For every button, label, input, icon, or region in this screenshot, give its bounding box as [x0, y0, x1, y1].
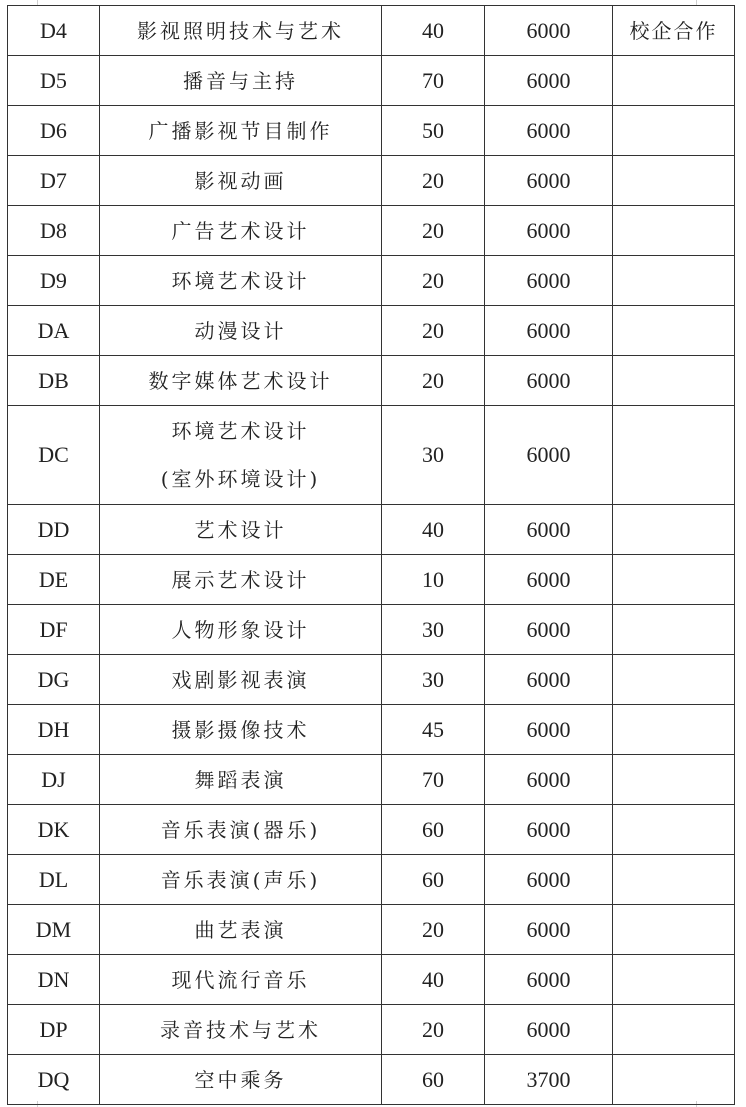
major-code: DM: [8, 905, 100, 955]
tuition-fee: 3700: [485, 1055, 613, 1105]
tuition-fee: 6000: [485, 555, 613, 605]
plan-count: 20: [382, 306, 485, 356]
major-name: [100, 406, 382, 505]
plan-count: 20: [382, 356, 485, 406]
major-name: 戏剧影视表演: [100, 655, 382, 705]
remark: [613, 156, 735, 206]
major-name: 展示艺术设计: [100, 555, 382, 605]
major-code: D8: [8, 206, 100, 256]
major-code: D7: [8, 156, 100, 206]
tuition-fee: 6000: [485, 256, 613, 306]
table-row: [8, 306, 735, 356]
remark: 校企合作: [613, 6, 735, 56]
tuition-fee: 6000: [485, 505, 613, 555]
major-name: 广告艺术设计: [100, 206, 382, 256]
table-row: [8, 555, 735, 605]
major-code: DA: [8, 306, 100, 356]
remark: [613, 306, 735, 356]
major-name: 现代流行音乐: [100, 955, 382, 1005]
remark: [613, 406, 735, 505]
remark: [613, 655, 735, 705]
major-code: DK: [8, 805, 100, 855]
major-name: 影视动画: [100, 156, 382, 206]
table-row: [8, 905, 735, 955]
major-name: 空中乘务: [100, 1055, 382, 1105]
table-row: [8, 805, 735, 855]
major-code: DH: [8, 705, 100, 755]
plan-count: 20: [382, 1005, 485, 1055]
major-name: 录音技术与艺术: [100, 1005, 382, 1055]
major-name: 动漫设计: [100, 306, 382, 356]
plan-count: 50: [382, 106, 485, 156]
tuition-fee: 6000: [485, 406, 613, 505]
enrollment-plan-table: [7, 5, 735, 1105]
remark: [613, 905, 735, 955]
remark: [613, 356, 735, 406]
table-row: [8, 705, 735, 755]
table-row: [8, 406, 735, 505]
plan-count: 60: [382, 855, 485, 905]
major-name: 摄影摄像技术: [100, 705, 382, 755]
major-name: 艺术设计: [100, 505, 382, 555]
remark: [613, 1055, 735, 1105]
remark: [613, 106, 735, 156]
remark: [613, 955, 735, 1005]
major-name: 人物形象设计: [100, 605, 382, 655]
remark: [613, 705, 735, 755]
plan-count: 20: [382, 156, 485, 206]
major-code: DC: [8, 406, 100, 505]
remark: [613, 56, 735, 106]
tuition-fee: 6000: [485, 605, 613, 655]
table-row: [8, 855, 735, 905]
remark: [613, 555, 735, 605]
table-row: [8, 106, 735, 156]
plan-count: 30: [382, 406, 485, 505]
table-row: [8, 655, 735, 705]
major-name: 音乐表演(器乐): [100, 805, 382, 855]
table-row: [8, 755, 735, 805]
table-row: [8, 206, 735, 256]
major-code: DN: [8, 955, 100, 1005]
table-row: [8, 1005, 735, 1055]
major-code: D5: [8, 56, 100, 106]
remark: [613, 256, 735, 306]
table-row: [8, 56, 735, 106]
major-name: 数字媒体艺术设计: [100, 356, 382, 406]
tuition-fee: 6000: [485, 306, 613, 356]
plan-count: 30: [382, 655, 485, 705]
major-name: 舞蹈表演: [100, 755, 382, 805]
major-name: 广播影视节目制作: [100, 106, 382, 156]
tuition-fee: 6000: [485, 655, 613, 705]
plan-count: 20: [382, 206, 485, 256]
major-name-line2: (室外环境设计): [160, 467, 321, 491]
major-code: DE: [8, 555, 100, 605]
major-code: DD: [8, 505, 100, 555]
major-name: 音乐表演(声乐): [100, 855, 382, 905]
major-code: D9: [8, 256, 100, 306]
plan-count: 20: [382, 256, 485, 306]
tuition-fee: 6000: [485, 855, 613, 905]
plan-count: 20: [382, 905, 485, 955]
table-row: [8, 1055, 735, 1105]
tuition-fee: 6000: [485, 705, 613, 755]
tuition-fee: 6000: [485, 6, 613, 56]
plan-count: 40: [382, 955, 485, 1005]
major-code: D6: [8, 106, 100, 156]
major-name: 曲艺表演: [100, 905, 382, 955]
tuition-fee: 6000: [485, 805, 613, 855]
table-row: [8, 505, 735, 555]
major-name: 播音与主持: [100, 56, 382, 106]
tuition-fee: 6000: [485, 955, 613, 1005]
table-row: [8, 156, 735, 206]
plan-count: 40: [382, 6, 485, 56]
table-row: [8, 356, 735, 406]
remark: [613, 605, 735, 655]
remark: [613, 1005, 735, 1055]
remark: [613, 805, 735, 855]
major-name: 环境艺术设计: [100, 256, 382, 306]
tuition-fee: 6000: [485, 905, 613, 955]
tuition-fee: 6000: [485, 106, 613, 156]
plan-count: 10: [382, 555, 485, 605]
major-name: 影视照明技术与艺术: [100, 6, 382, 56]
major-code: DB: [8, 356, 100, 406]
plan-count: 70: [382, 755, 485, 805]
plan-count: 40: [382, 505, 485, 555]
remark: [613, 855, 735, 905]
tuition-fee: 6000: [485, 755, 613, 805]
major-code: D4: [8, 6, 100, 56]
plan-count: 70: [382, 56, 485, 106]
table-row: [8, 605, 735, 655]
plan-count: 60: [382, 805, 485, 855]
tuition-fee: 6000: [485, 1005, 613, 1055]
table-row: [8, 955, 735, 1005]
table-row: [8, 6, 735, 56]
table-row: [8, 256, 735, 306]
tuition-fee: 6000: [485, 356, 613, 406]
major-code: DF: [8, 605, 100, 655]
tuition-fee: 6000: [485, 206, 613, 256]
tuition-fee: 6000: [485, 156, 613, 206]
remark: [613, 206, 735, 256]
remark: [613, 755, 735, 805]
major-code: DP: [8, 1005, 100, 1055]
major-code: DQ: [8, 1055, 100, 1105]
plan-count: 45: [382, 705, 485, 755]
major-code: DJ: [8, 755, 100, 805]
major-name-line1: 环境艺术设计: [171, 419, 310, 443]
plan-count: 30: [382, 605, 485, 655]
major-code: DL: [8, 855, 100, 905]
major-code: DG: [8, 655, 100, 705]
plan-count: 60: [382, 1055, 485, 1105]
remark: [613, 505, 735, 555]
tuition-fee: 6000: [485, 56, 613, 106]
